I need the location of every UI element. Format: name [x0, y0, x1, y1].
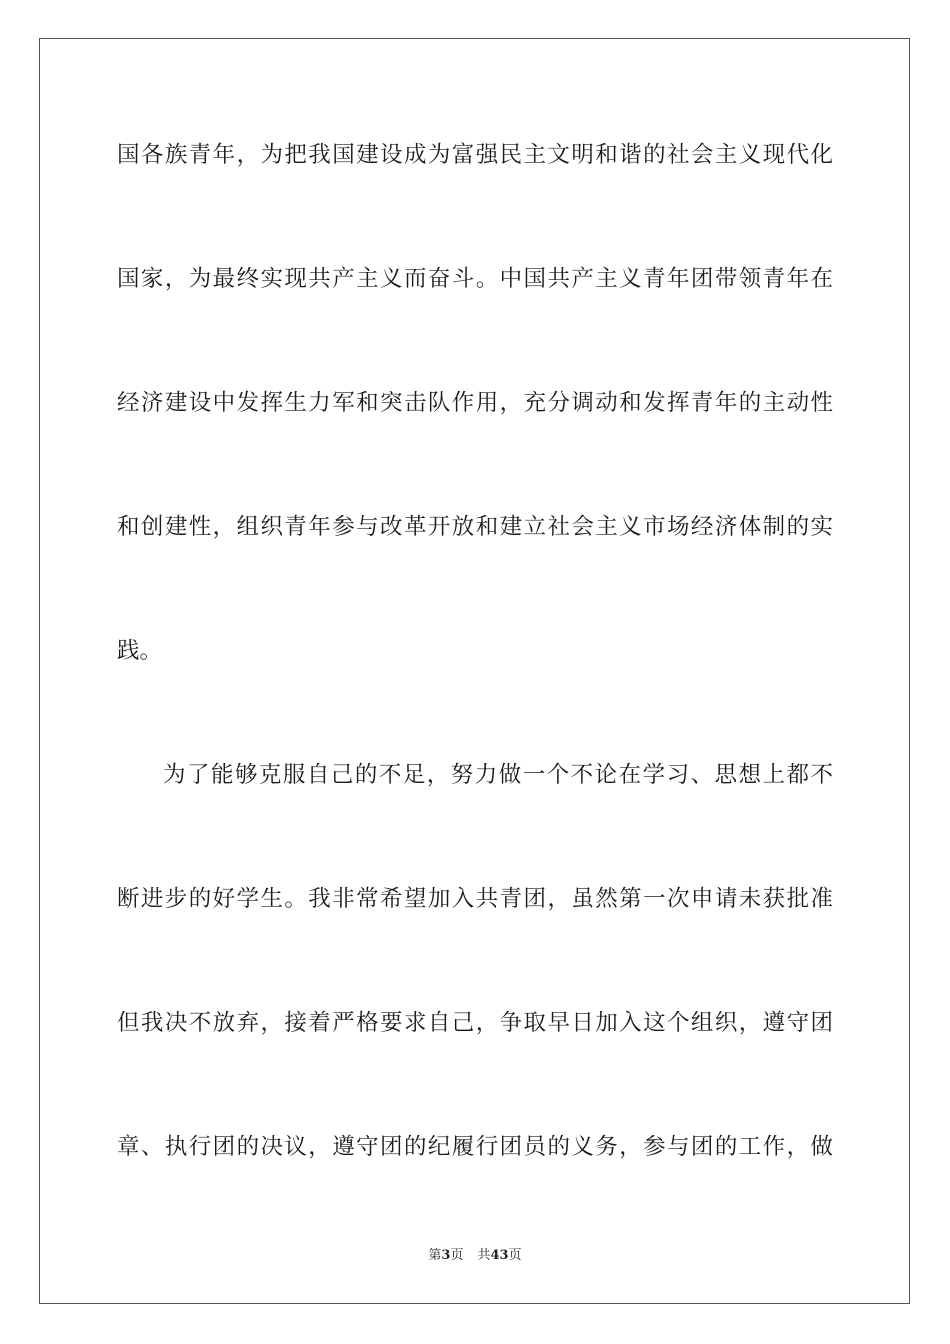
total-suffix: 页 — [508, 1248, 522, 1263]
page-prefix: 第 — [428, 1248, 442, 1263]
text-line: 国各族青年，为把我国建设成为富强民主文明和谐的社会主义现代化 — [117, 142, 833, 168]
total-pages: 43 — [490, 1248, 509, 1263]
text-line: 国家，为最终实现共产主义而奋斗。中国共产主义青年团带领青年在 — [117, 266, 833, 292]
document-body — [117, 124, 833, 1240]
page-footer — [0, 1244, 950, 1263]
page-suffix: 页 — [450, 1248, 464, 1263]
text-line: 但我决不放弃，接着严格要求自己，争取早日加入这个组织，遵守团 — [117, 1010, 833, 1036]
text-line: 章、执行团的决议，遵守团的纪履行团员的义务，参与团的工作，做 — [117, 1134, 833, 1160]
total-prefix: 共 — [477, 1248, 491, 1263]
text-line: 断进步的好学生。我非常希望加入共青团，虽然第一次申请未获批准 — [117, 886, 833, 912]
text-line: 经济建设中发挥生力军和突击队作用，充分调动和发挥青年的主动性 — [117, 390, 833, 416]
page-number: 3 — [441, 1248, 451, 1263]
paragraph-first-line: 为了能够克服自己的不足，努力做一个不论在学习、思想上都不 — [163, 762, 833, 788]
text-line: 践。 — [117, 638, 163, 664]
text-line: 和创建性，组织青年参与改革开放和建立社会主义市场经济体制的实 — [117, 514, 833, 540]
